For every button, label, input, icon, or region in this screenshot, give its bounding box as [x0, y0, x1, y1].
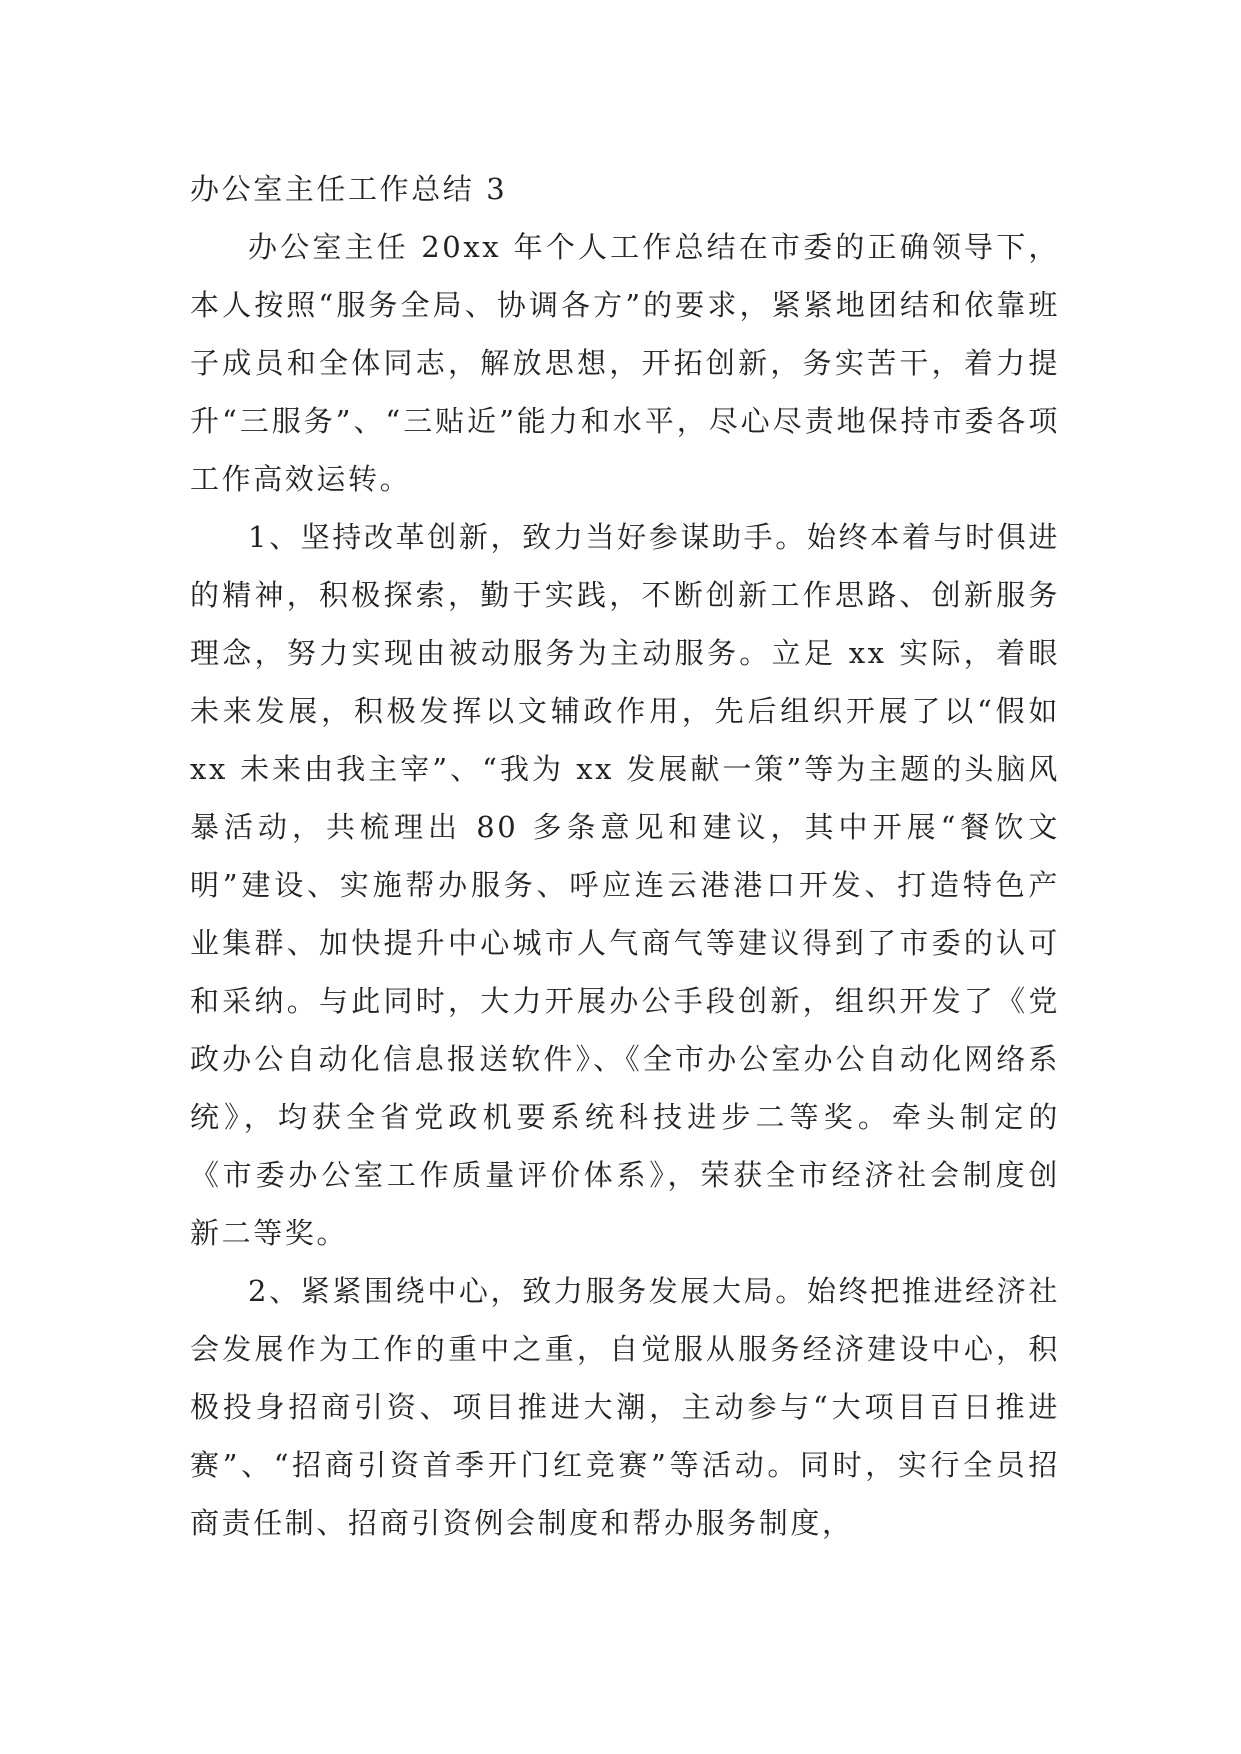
paragraph-serve-development: 2、紧紧围绕中心，致力服务发展大局。始终把推进经济社会发展作为工作的重中之重，自觉服从服务经济建设中心，积极投身招商引资、项目推进大潮，主动参与“大项目百日推进赛”、“招商引资首季开门红竞赛”等活动。同时，实行全员招商责任制、招商引资例会制度和帮办服务制度，	[190, 1274, 1060, 1540]
paragraph-intro: 办公室主任 20xx 年个人工作总结在市委的正确领导下，本人按照“服务全局、协调各方”的要求，紧紧地团结和依靠班子成员和全体同志，解放思想，开拓创新，务实苦干，着力提升“三服务”、“三贴近”能力和水平，尽心尽责地保持市委各项工作高效运转。	[190, 230, 1060, 496]
paragraph-reform-innovation: 1、坚持改革创新，致力当好参谋助手。始终本着与时俱进的精神，积极探索，勤于实践，不断创新工作思路、创新服务理念，努力实现由被动服务为主动服务。立足 xx 实际，着眼未来发展，积极发挥以文辅政作用，先后组织开展了以“假如 xx 未来由我主宰”、“我为 xx 发展献一策”等为主题的头脑风暴活动，共梳理出 80 多条意见和建议，其中开展“餐饮文明”建设、实施帮办服务、呼应连云港港口开发、打造特色产业集群、加快提升中心城市人气商气等建议得到了市委的认可和采纳。与此同时，大力开展办公手段创新，组织开发了《党政办公自动化信息报送软件》、《全市办公室办公自动化网络系统》，均获全省党政机要系统科技进步二等奖。牵头制定的《市委办公室工作质量评价体系》，荣获全市经济社会制度创新二等奖。	[190, 520, 1060, 1250]
document-title: 办公室主任工作总结 3	[190, 172, 508, 206]
document-body	[190, 160, 1060, 1552]
